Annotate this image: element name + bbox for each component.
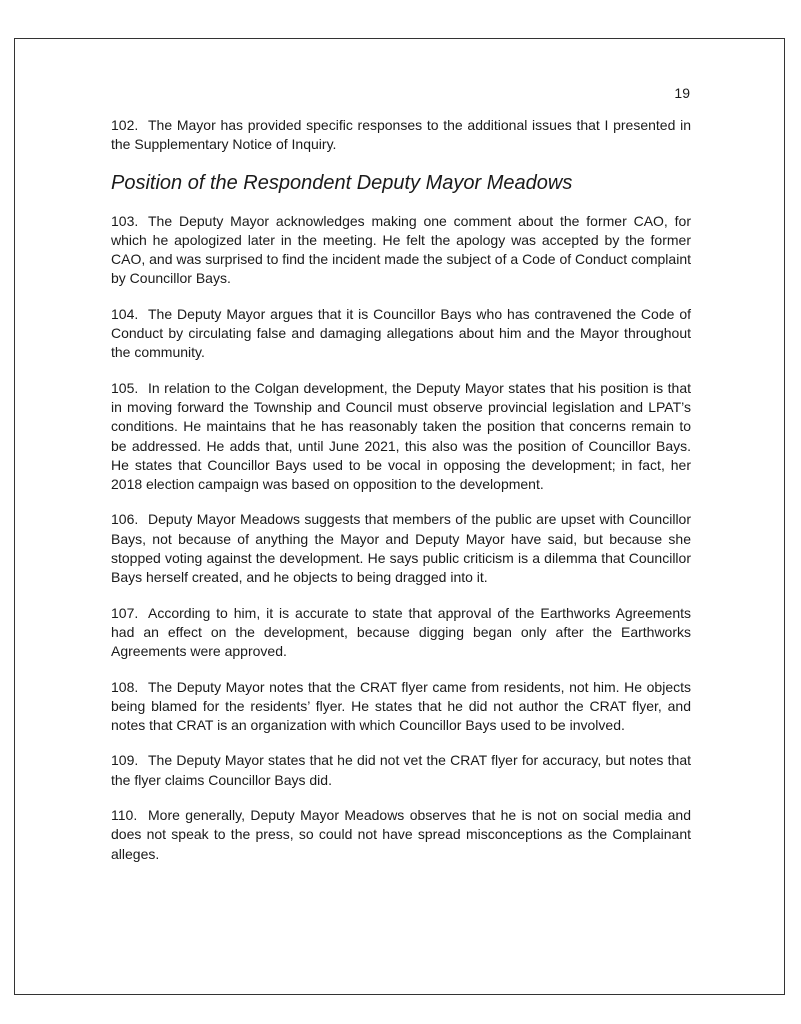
paragraph-107: [111, 604, 691, 662]
document-body: [111, 116, 691, 880]
paragraph-text: The Deputy Mayor states that he did not vet the CRAT flyer for accuracy, but notes that the flyer claims Councillor Bays did.: [111, 752, 691, 788]
paragraph-103: [111, 212, 691, 289]
paragraph-text: Deputy Mayor Meadows suggests that members of the public are upset with Councillor Bays, not because of anything the Mayor and Deputy Mayor have said, but because she stopped voting against the development. He says public criticism is a dilemma that Councillor Bays herself created, and he objects to being dragged into it.: [111, 511, 691, 586]
paragraph-text: More generally, Deputy Mayor Meadows observes that he is not on social media and does not speak to the press, so could not have spread misconceptions as the Complainant alleges.: [111, 807, 691, 862]
paragraph-109: [111, 751, 691, 790]
paragraph-text: The Deputy Mayor acknowledges making one comment about the former CAO, for which he apologized later in the meeting. He felt the apology was accepted by the former CAO, and was surprised to find the incident made the subject of a Code of Conduct complaint by Councillor Bays.: [111, 212, 691, 287]
paragraph-number: 103.: [111, 212, 139, 229]
paragraph-105: [111, 379, 691, 495]
paragraph-text: According to him, it is accurate to state that approval of the Earthworks Agreements had an effect on the development, because digging began only after the Earthworks Agreements were approved.: [111, 604, 691, 660]
paragraph-104: [111, 305, 691, 363]
paragraph-number: 102.: [111, 117, 139, 133]
paragraph-number: 108.: [111, 678, 139, 695]
paragraph-number: 104.: [111, 305, 139, 322]
paragraph-number: 110.: [111, 807, 138, 824]
paragraph-number: 109.: [111, 752, 139, 769]
paragraph-number: 106.: [111, 511, 139, 528]
paragraph-text: In relation to the Colgan development, the Deputy Mayor states that his position is that in moving forward the Township and Council must observe provincial legislation and LPAT’s conditions. He maintains that he has reasonably taken the position that concerns remain to be addressed. He adds that, until June 2021, this also was the position of Councillor Bays. He states that Councillor Bays used to be vocal in opposing the development; in fact, her 2018 election campaign was based on opposition to the development.: [111, 379, 691, 493]
paragraph-text: The Deputy Mayor argues that it is Councillor Bays who has contravened the Code of Conduct by circulating false and damaging allegations about him and the Mayor throughout the community.: [111, 305, 691, 361]
paragraph-102: [111, 116, 691, 155]
paragraph-text: The Deputy Mayor notes that the CRAT flyer came from residents, not him. He objects being blamed for the residents’ flyer. He states that he did not author the CRAT flyer, and notes that CRAT is an organization with which Councillor Bays used to be involved.: [111, 678, 691, 734]
section-heading: Position of the Respondent Deputy Mayor Meadows: [111, 171, 573, 194]
page-number: 19: [674, 85, 690, 101]
paragraph-106: [111, 510, 691, 587]
paragraph-number: 105.: [111, 379, 139, 396]
paragraph-number: 107.: [111, 604, 139, 621]
paragraph-108: [111, 678, 691, 736]
paragraph-text: The Mayor has provided specific responses to the additional issues that I presented in the Supplementary Notice of Inquiry.: [111, 117, 691, 153]
paragraph-110: [111, 806, 691, 864]
